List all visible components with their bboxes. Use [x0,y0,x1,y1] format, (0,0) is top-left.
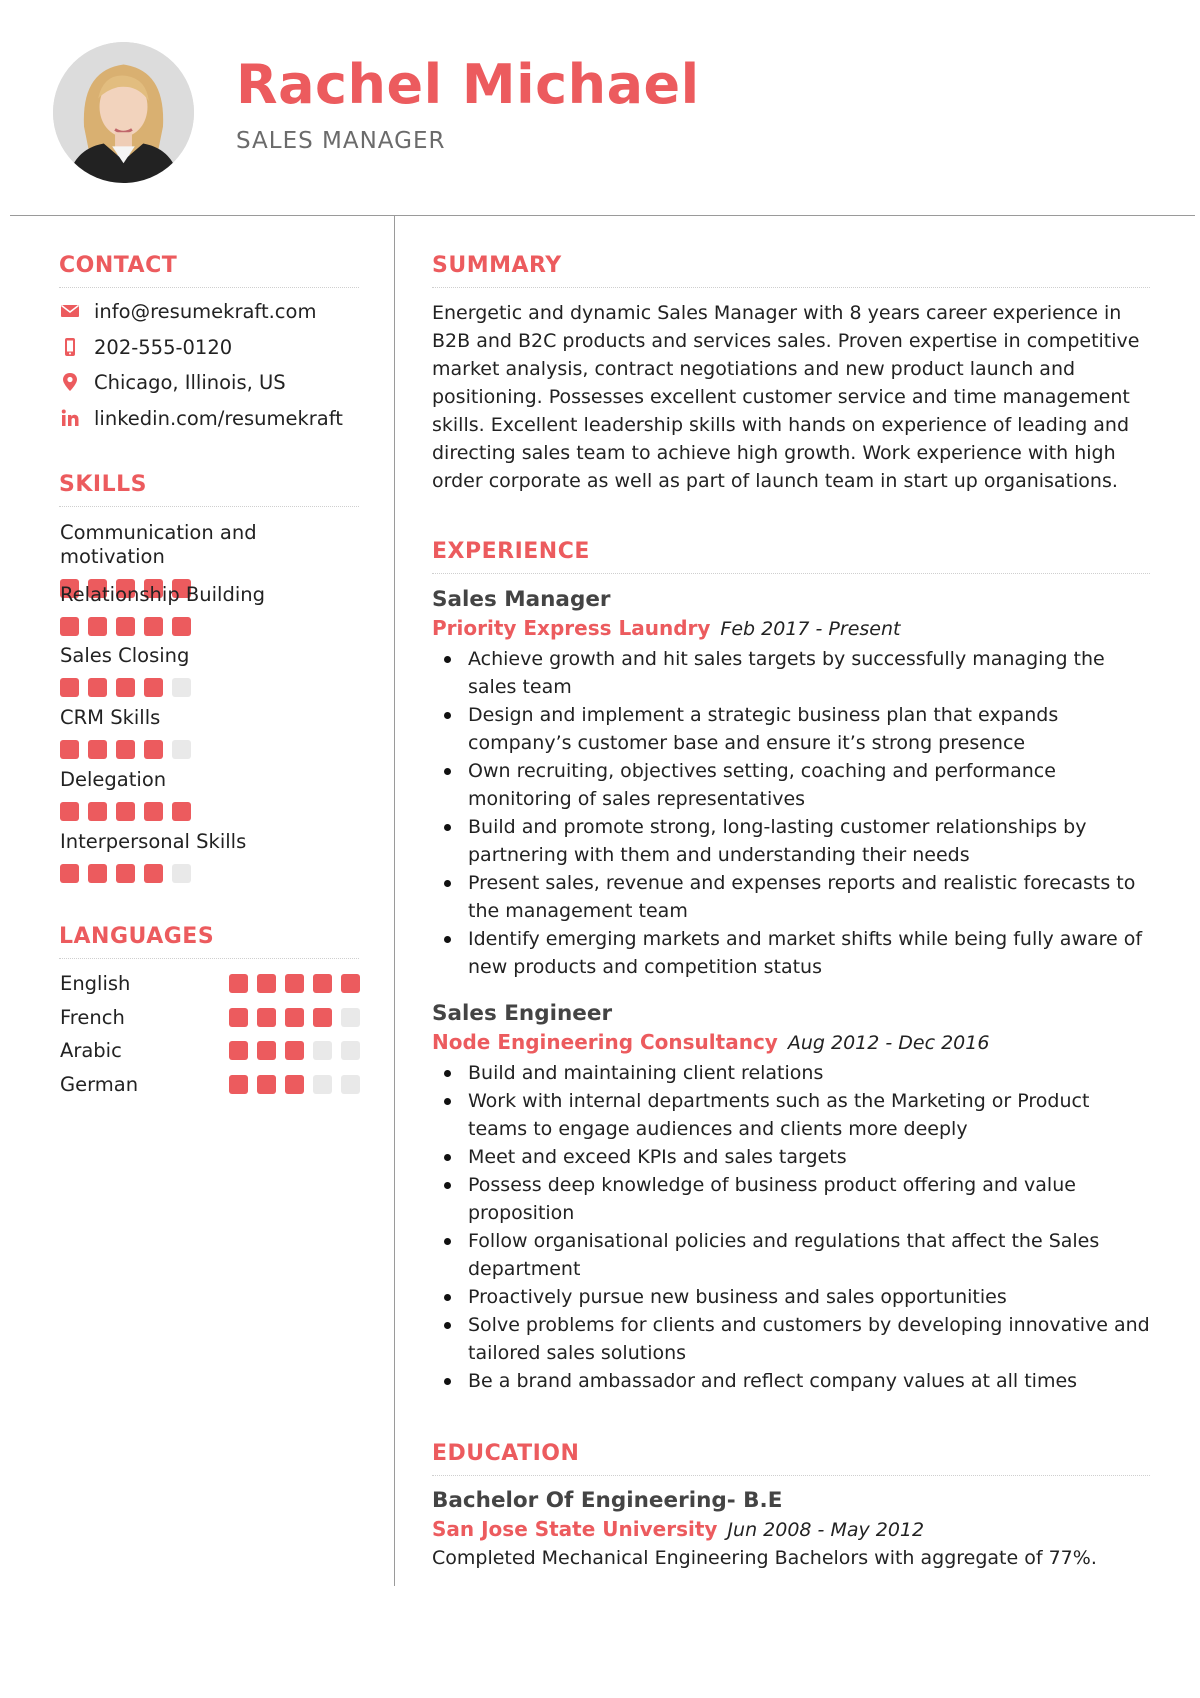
language-item [60,1036,360,1064]
rating-dot-filled [88,864,107,883]
rating-dot-filled [229,1008,248,1027]
rating-dot-filled [144,678,163,697]
skill-rating [60,678,360,697]
rating-dot-filled [88,802,107,821]
contact-location-text: Chicago, Illinois, US [94,370,286,394]
candidate-name: Rachel Michael [236,53,700,116]
rating-dot-filled [285,1008,304,1027]
rating-dot-filled [116,678,135,697]
list-item: Own recruiting, objectives setting, coaching and performance monitoring of sales representatives [432,757,1152,813]
skill-rating [60,802,360,821]
rating-dot-filled [60,740,79,759]
list-item: Be a brand ambassador and reflect company values at all times [432,1367,1152,1395]
rating-dot-filled [116,864,135,883]
linkedin-icon [58,406,82,430]
job-entry [432,586,1152,981]
resume-header [0,0,1200,216]
skill-item [60,706,360,759]
language-item [60,969,360,997]
rating-dot-filled [257,1075,276,1094]
contact-heading: CONTACT [59,253,178,278]
job-company-line [432,1028,1152,1057]
rating-dot-filled [144,864,163,883]
summary-heading-underline [432,287,1150,288]
rating-dot-filled [229,974,248,993]
job-entry [432,1000,1152,1395]
skill-rating [60,864,360,883]
rating-dot-filled [116,740,135,759]
rating-dot-filled [285,1075,304,1094]
skill-rating [60,740,360,759]
job-company: Node Engineering Consultancy [432,1030,778,1054]
rating-dot-empty [341,1075,360,1094]
contact-phone[interactable] [58,332,232,362]
contact-linkedin-text: linkedin.com/resumekraft [94,406,343,430]
rating-dot-filled [341,974,360,993]
language-label: French [60,1005,125,1029]
rating-dot-filled [116,617,135,636]
rating-dot-empty [341,1041,360,1060]
skills-heading-underline [59,506,359,507]
list-item: Solve problems for clients and customers by developing innovative and tailored sales solutions [432,1311,1152,1367]
job-responsibilities [432,645,1152,981]
location-pin-icon [58,370,82,394]
contact-linkedin[interactable] [58,403,343,433]
rating-dot-empty [172,864,191,883]
skill-item [60,583,360,636]
list-item: Proactively pursue new business and sales opportunities [432,1283,1152,1311]
list-item: Meet and exceed KPIs and sales targets [432,1143,1152,1171]
rating-dot-empty [341,1008,360,1027]
experience-heading: EXPERIENCE [432,539,590,564]
list-item: Work with internal departments such as the Marketing or Product teams to engage audiences and clients more deeply [432,1087,1152,1143]
education-school-line [432,1515,1152,1544]
summary-heading: SUMMARY [432,253,562,278]
rating-dot-filled [285,1041,304,1060]
skills-heading: SKILLS [59,472,147,497]
skill-label: Delegation [60,768,167,791]
education-period: Jun 2008 - May 2012 [727,1519,925,1541]
profile-photo [53,42,194,183]
rating-dot-filled [229,1041,248,1060]
education-description: Completed Mechanical Engineering Bachelors with aggregate of 77%. [432,1547,1097,1569]
education-entry [432,1487,1152,1572]
list-item: Build and promote strong, long-lasting customer relationships by partnering with them and understanding their needs [432,813,1152,869]
experience-heading-underline [432,573,1150,574]
skill-rating [60,617,360,636]
language-item [60,1003,360,1031]
list-item: Build and maintaining client relations [432,1059,1152,1087]
contact-heading-underline [59,287,359,288]
skill-label: Sales Closing [60,644,190,667]
rating-dot-filled [172,802,191,821]
rating-dot-filled [60,617,79,636]
contact-email[interactable] [58,296,316,326]
portrait-image [53,42,194,183]
skill-label: Communication and motivation [60,521,257,568]
job-title: Sales Manager [432,587,611,612]
job-title: Sales Engineer [432,1001,613,1026]
language-rating [229,1075,360,1094]
rating-dot-filled [60,678,79,697]
list-item: Achieve growth and hit sales targets by successfully managing the sales team [432,645,1152,701]
language-label: Arabic [60,1038,122,1062]
skill-item [60,768,360,821]
header-divider [10,215,1195,216]
rating-dot-filled [313,1008,332,1027]
languages-heading-underline [59,958,359,959]
job-period: Feb 2017 - Present [720,618,901,640]
rating-dot-filled [285,974,304,993]
list-item: Present sales, revenue and expenses reports and realistic forecasts to the management team [432,869,1152,925]
language-item [60,1070,360,1098]
rating-dot-filled [257,974,276,993]
rating-dot-filled [144,740,163,759]
rating-dot-filled [116,802,135,821]
rating-dot-filled [229,1075,248,1094]
job-company: Priority Express Laundry [432,616,711,640]
rating-dot-empty [172,678,191,697]
rating-dot-filled [144,802,163,821]
rating-dot-filled [257,1041,276,1060]
language-rating [229,1041,360,1060]
education-school: San Jose State University [432,1517,718,1541]
list-item: Follow organisational policies and regulations that affect the Sales department [432,1227,1152,1283]
list-item: Identify emerging markets and market shifts while being fully aware of new products and competition status [432,925,1152,981]
rating-dot-filled [88,678,107,697]
skill-item [60,644,360,697]
list-item: Design and implement a strategic business plan that expands company’s customer base and ensure it’s strong presence [432,701,1152,757]
language-rating [229,974,360,993]
rating-dot-filled [144,617,163,636]
skill-label: CRM Skills [60,706,161,729]
education-heading-underline [432,1475,1150,1476]
contact-email-text: info@resumekraft.com [94,299,317,323]
job-company-line [432,614,1152,643]
language-rating [229,1008,360,1027]
education-heading: EDUCATION [432,1441,580,1466]
languages-heading: LANGUAGES [59,924,215,949]
skill-item [60,830,360,883]
summary-text: Energetic and dynamic Sales Manager with 8 years career experience in B2B and B2C products and services sales. Proven expertise in competitive market analysis, contract negotiations and new product launch and positioning. Possesses excellent customer service and time management skills. Excellent leadership skills with hands on experience of leading and directing sales team to achieve high growth. Work experience with high order corporate as well as part of launch team in start up organisations. [432,302,1140,492]
rating-dot-filled [172,617,191,636]
rating-dot-filled [257,1008,276,1027]
phone-icon [58,335,82,359]
envelope-icon [58,299,82,323]
candidate-job-title: SALES MANAGER [236,128,446,154]
rating-dot-filled [60,802,79,821]
skill-label: Relationship Building [60,583,266,606]
language-label: German [60,1072,139,1096]
rating-dot-empty [313,1075,332,1094]
contact-phone-text: 202-555-0120 [94,335,233,359]
list-item: Possess deep knowledge of business product offering and value proposition [432,1171,1152,1227]
education-degree: Bachelor Of Engineering- B.E [432,1488,783,1513]
column-divider [394,216,395,1586]
rating-dot-empty [313,1041,332,1060]
rating-dot-filled [88,617,107,636]
skill-label: Interpersonal Skills [60,830,247,853]
rating-dot-empty [172,740,191,759]
rating-dot-filled [60,864,79,883]
job-responsibilities [432,1059,1152,1395]
rating-dot-filled [88,740,107,759]
rating-dot-filled [313,974,332,993]
contact-location [58,367,286,397]
job-period: Aug 2012 - Dec 2016 [787,1032,990,1054]
language-label: English [60,971,131,995]
